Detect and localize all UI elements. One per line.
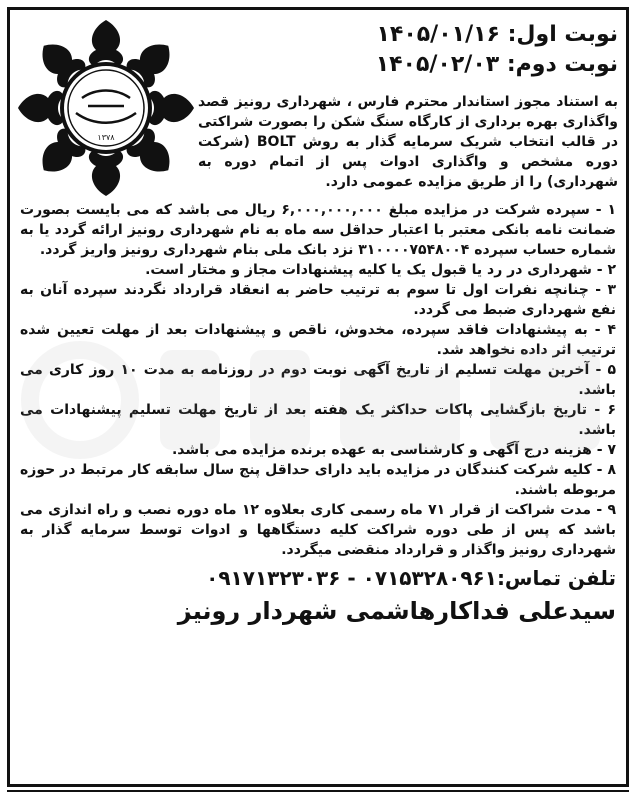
mayor-signature: سیدعلی فداکارهاشمی شهردار رونیز — [177, 597, 616, 625]
notice-frame — [7, 7, 629, 787]
notice-header — [10, 10, 626, 200]
notice-item-2: ۲ - شهرداری در رد یا قبول یک یا کلیه پیشنهادات مجاز و مختار است. — [145, 262, 616, 278]
notice-item-9: ۹ - مدت شراکت از قرار ۷۱ ماه رسمی کاری بعلاوه ۱۲ ماه دوره نصب و راه اندازی می باشد که پس از طی دوره شراکت کلیه دستگاهها و ادوات توسط سرمایه گذار به شهرداری رونیز واگذار و قرارداد منقضی میگردد. — [20, 502, 616, 558]
notice-item-5: ۵ - آخرین مهلت تسلیم از تاریخ آگهی نوبت دوم در روزنامه به مدت ۱۰ روز کاری می باشد. — [20, 362, 616, 398]
first-round-date: نوبت اول: ۱۴۰۵/۰۱/۱۶ — [376, 22, 618, 47]
notice-item-8: ۸ - کلیه شرکت کنندگان در مزایده باید دارای حداقل پنج سال سابقه کار مرتبط در حوزه مربوطه باشند. — [20, 462, 616, 498]
notice-item-4: ۴ - به پیشنهادات فاقد سپرده، مخدوش، ناقص و پیشنهادات بعد از مهلت تعیین شده ترتیب اثر داده نخواهد شد. — [20, 322, 616, 358]
emblem-year: ۱۳۷۸ — [97, 133, 115, 142]
contact-phone: تلفن تماس:۰۷۱۵۳۲۸۰۹۶۱ - ۰۹۱۷۱۳۲۳۰۳۶ — [206, 566, 616, 590]
municipality-emblem-icon — [16, 18, 196, 198]
notice-item-7: ۷ - هزینه درج آگهی و کارشناسی به عهده برنده مزایده می باشد. — [171, 442, 616, 458]
notice-item-3: ۳ - چنانچه نفرات اول تا سوم به ترتیب حاضر به انعقاد قرارداد نگردند سپرده آنان به نفع شهرداری ضبط می گردد. — [20, 282, 616, 318]
bottom-border — [7, 790, 629, 800]
second-round-date: نوبت دوم: ۱۴۰۵/۰۲/۰۳ — [375, 52, 618, 77]
notice-item-1: ۱ - سپرده شرکت در مزایده مبلغ ۶,۰۰۰,۰۰۰,۰۰۰ ریال می باشد که می بایست بصورت ضمانت نامه بانکی معتبر با اعتبار حداقل سه ماه به نام شهرداری رونیز ارائه گردد یا به شماره حساب سپرده ۳۱۰۰۰۰۷۵۴۸۰۰۴ نزد بانک ملی بنام شهرداری رونیز واریز گردد. — [20, 202, 617, 258]
notice-item-6: ۶ - تاریخ بازگشایی پاکات حداکثر یک هفته بعد از تاریخ مهلت تسلیم پیشنهادات می باشد. — [20, 402, 616, 438]
notice-dates — [376, 20, 618, 80]
notice-items — [10, 200, 626, 560]
notice-intro: به استناد مجوز استاندار محترم فارس ، شهرداری رونیز قصد واگذاری بهره برداری از کارگاه سنگ شکن را بصورت شراکتی در قالب انتخاب شریک سرمایه گذار به روش BOLT (شرکت دوره مشخص و واگذاری ادوات پس از اتمام دوره به شهرداری) را از طریق مزایده عمومی دارد. — [197, 94, 618, 190]
